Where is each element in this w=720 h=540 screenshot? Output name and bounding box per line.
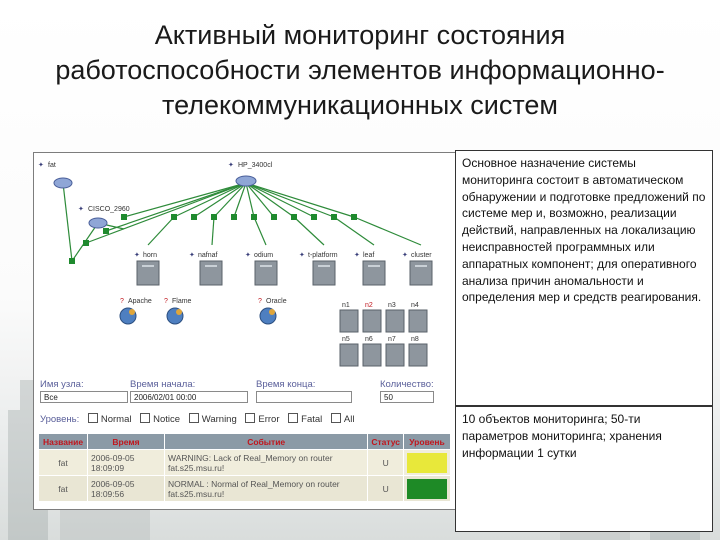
checkbox-label: All: [343, 414, 355, 425]
event-node-name: fat: [39, 450, 88, 476]
event-message: [165, 476, 368, 502]
scope-text-box: [455, 406, 713, 532]
event-clock: 18:09:09: [91, 462, 125, 473]
purpose-text-box: [455, 150, 713, 406]
start-time-label: Время начала:: [130, 379, 196, 390]
svg-text:✦: ✦: [402, 252, 408, 259]
svg-text:?: ?: [164, 298, 168, 305]
event-date: 2006-09-05: [91, 478, 135, 489]
svg-text:✦: ✦: [354, 252, 360, 259]
end-time-label: Время конца:: [256, 379, 316, 390]
column-header[interactable]: Уровень: [404, 434, 451, 450]
svg-text:✦: ✦: [299, 252, 305, 259]
checkbox-all[interactable]: [331, 413, 341, 423]
svg-text:✦: ✦: [38, 162, 44, 169]
server-cluster[interactable]: [402, 251, 432, 285]
cluster-node[interactable]: [409, 336, 427, 366]
app-label: Apache: [128, 298, 152, 305]
svg-text:✦: ✦: [134, 252, 140, 259]
app-label: Flame: [172, 298, 192, 305]
cluster-node[interactable]: [386, 302, 404, 332]
level-color-swatch: [407, 479, 447, 499]
node-name-select[interactable]: Все: [40, 391, 128, 403]
table-row[interactable]: [39, 476, 451, 502]
node-name-label: Имя узла:: [40, 379, 84, 390]
cluster-node[interactable]: [340, 336, 358, 366]
checkbox-warning[interactable]: [189, 413, 199, 423]
server-odium[interactable]: [245, 251, 277, 285]
node-label: n7: [388, 336, 396, 343]
column-header[interactable]: Событие: [165, 434, 368, 450]
checkbox-label: Error: [258, 414, 280, 425]
checkbox-label: Warning: [201, 414, 237, 425]
router-fat[interactable]: [38, 161, 72, 188]
event-message-line: WARNING: Lack of Real_Memory on router: [168, 452, 333, 463]
level-checkboxes: [40, 413, 354, 425]
event-message-line: NORMAL : Normal of Real_Memory on router: [168, 478, 340, 489]
server-horn[interactable]: [134, 251, 159, 285]
server-label: leaf: [363, 252, 375, 259]
slide-title: [20, 18, 700, 123]
monitoring-screenshot: [33, 152, 456, 510]
level-color-swatch: [407, 453, 447, 473]
purpose-text: Основное назначение системы мониторинга состоит в автоматическом обнаружении и подготовке предложений по системе мер и, возможно, реализации действий, направленных на локализацию неисправностей программных или аппаратных компонент; для оперативного анализа причин аномальности и определения мер и средств реагирования.: [462, 156, 706, 305]
cluster-node[interactable]: [409, 302, 427, 332]
router-label: CISCO_2960: [88, 206, 130, 213]
start-time-input[interactable]: 2006/02/01 00:00: [130, 391, 248, 403]
network-links: [63, 183, 421, 261]
event-time: [88, 476, 165, 502]
title-line-1: Активный мониторинг состояния: [154, 20, 566, 50]
event-message-host: fat.s25.msu.ru!: [168, 488, 225, 499]
column-header[interactable]: Время: [88, 434, 165, 450]
checkbox-label: Notice: [153, 414, 181, 425]
event-filter-form: [34, 377, 455, 427]
event-time: [88, 450, 165, 476]
node-label: n2: [365, 302, 373, 309]
cluster-node[interactable]: [386, 336, 404, 366]
checkbox-fatal[interactable]: [288, 413, 298, 423]
server-label: cluster: [411, 252, 432, 259]
network-map: [34, 153, 455, 375]
node-label: n1: [342, 302, 350, 309]
node-label: n3: [388, 302, 396, 309]
event-status: U: [368, 476, 404, 502]
server-leaf[interactable]: [354, 251, 385, 285]
scope-text: 10 объектов мониторинга; 50-ти параметров мониторинга; хранения информации 1 сутки: [462, 412, 662, 460]
node-label: n5: [342, 336, 350, 343]
event-message-host: fat.s25.msu.ru!: [168, 462, 225, 473]
levels-label: Уровень:: [40, 414, 80, 425]
node-label: n8: [411, 336, 419, 343]
table-header-row: [39, 434, 451, 450]
app-flame[interactable]: [164, 298, 192, 324]
cluster-node[interactable]: [363, 336, 381, 366]
checkbox-label: Fatal: [301, 414, 323, 425]
column-header[interactable]: Статус: [368, 434, 404, 450]
event-status: U: [368, 450, 404, 476]
end-time-input[interactable]: [256, 391, 352, 403]
checkbox-normal[interactable]: [88, 413, 98, 423]
title-line-3: телекоммуникационных систем: [162, 90, 558, 120]
events-table: [38, 433, 451, 502]
column-header[interactable]: Название: [39, 434, 88, 450]
checkbox-notice[interactable]: [140, 413, 150, 423]
event-date: 2006-09-05: [91, 452, 135, 463]
server-nafnaf[interactable]: [189, 251, 222, 285]
cluster-nodes: [340, 302, 427, 366]
server-label: horn: [143, 252, 158, 259]
server-label: odium: [254, 252, 274, 259]
node-label: n6: [365, 336, 373, 343]
svg-text:✦: ✦: [228, 162, 234, 169]
server-t-platform[interactable]: [299, 251, 338, 285]
cluster-node[interactable]: [340, 302, 358, 332]
svg-text:✦: ✦: [189, 252, 195, 259]
cluster-node[interactable]: [363, 302, 381, 332]
svg-text:✦: ✦: [78, 206, 84, 213]
event-clock: 18:09:56: [91, 488, 125, 499]
app-oracle[interactable]: [258, 298, 287, 324]
count-label: Количество:: [380, 379, 434, 390]
router-label: fat: [48, 162, 56, 169]
table-row[interactable]: [39, 450, 451, 476]
title-line-2: работоспособности элементов информационно-: [55, 55, 665, 85]
app-label: Oracle: [266, 298, 287, 305]
server-label: nafnaf: [198, 252, 218, 259]
svg-text:✦: ✦: [245, 252, 251, 259]
checkbox-label: Normal: [100, 414, 132, 425]
count-input[interactable]: 50: [380, 391, 434, 403]
router-label: HP_3400cl: [238, 162, 273, 169]
app-apache[interactable]: [120, 298, 152, 324]
svg-text:?: ?: [120, 298, 124, 305]
svg-text:?: ?: [258, 298, 262, 305]
event-message: [165, 450, 368, 476]
router-hp[interactable]: [228, 161, 273, 186]
event-node-name: fat: [39, 476, 88, 502]
event-level: [404, 476, 451, 502]
checkbox-error[interactable]: [245, 413, 255, 423]
node-label: n4: [411, 302, 419, 309]
event-level: [404, 450, 451, 476]
server-label: t-platform: [308, 252, 338, 259]
